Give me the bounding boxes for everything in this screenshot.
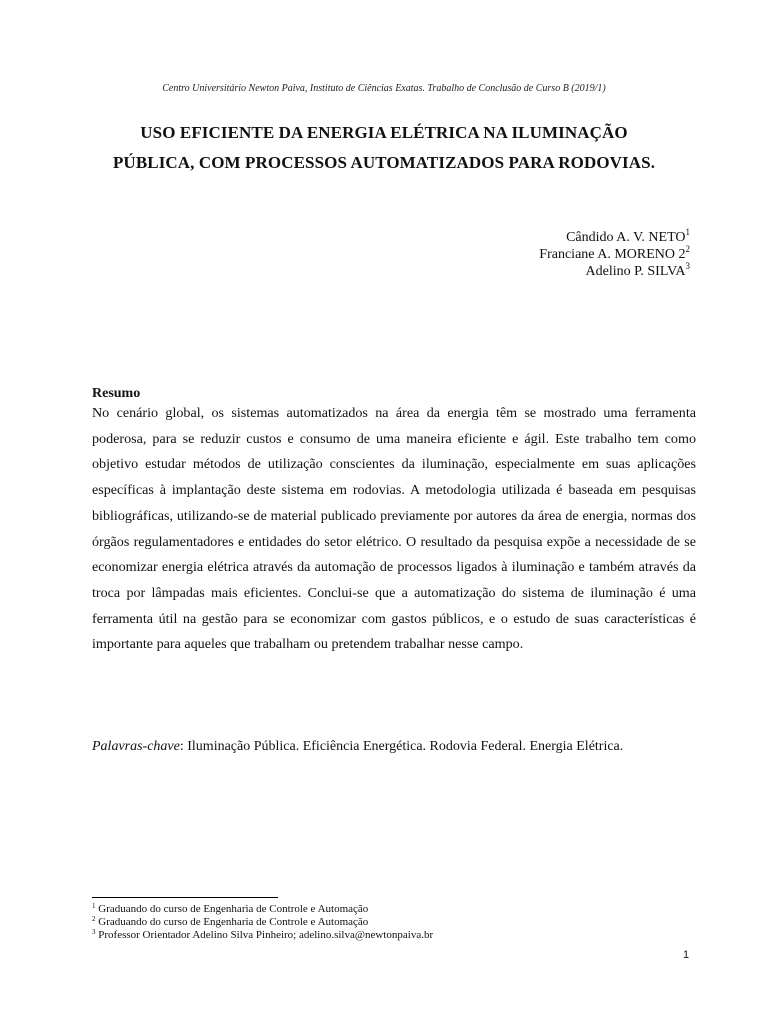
title-line-2: PÚBLICA, COM PROCESSOS AUTOMATIZADOS PARA RODOVIAS. — [112, 153, 656, 172]
author-name: Adelino P. SILVA — [585, 264, 686, 279]
footnote-2 — [92, 916, 692, 929]
author-footnote-mark: 1 — [685, 227, 690, 237]
footnote-mark: 3 — [92, 928, 96, 936]
abstract-body: No cenário global, os sistemas automatizados na área da energia têm se mostrado uma ferramenta poderosa, para se reduzir custos e consumo de uma maneira eficiente e ágil. Este trabalho tem como objetivo estudar métodos de utilização conscientes da iluminação, especialmente em suas aplicações específicas à implantação deste sistema em rodovias. A metodologia utilizada é baseada em pesquisas bibliográficas, utilizando-se de material publicado previamente por autores da área de energia, normas dos órgãos regulamentadores e entidades do setor elétrico. O resultado da pesquisa expõe a necessidade de se economizar energia elétrica através da automação de processos ligados à iluminação e também através da troca por lâmpadas mais eficientes. Conclui-se que a automatização do sistema de iluminação é uma ferramenta útil na gestão para se economizar com gastos públicos, e o estudo de suas características é importante para aqueles que trabalham ou pretendem trabalhar nesse campo. — [92, 405, 696, 653]
footnote-mark: 1 — [92, 902, 96, 910]
author-name: Cândido A. V. NETO — [566, 230, 686, 245]
footnote-divider — [92, 897, 278, 898]
footnote-text: Graduando do curso de Engenharia de Controle e Automação — [98, 916, 369, 928]
author-list — [539, 229, 690, 280]
footnote-text: Professor Orientador Adelino Silva Pinheiro; adelino.silva@newtonpaiva.br — [98, 929, 434, 941]
title-line-1: USO EFICIENTE DA ENERGIA ELÉTRICA NA ILUMINAÇÃO — [140, 123, 628, 142]
abstract-heading: Resumo — [92, 386, 141, 401]
keywords-text: : Iluminação Pública. Eficiência Energética. Rodovia Federal. Energia Elétrica. — [179, 739, 624, 754]
running-header: Centro Universitário Newton Paiva, Instituto de Ciências Exatas. Trabalho de Conclusão de Curso B (2019/1) — [162, 83, 606, 94]
author-footnote-mark: 2 — [685, 244, 690, 254]
footnotes — [92, 903, 692, 942]
author-2 — [539, 246, 690, 263]
keywords — [92, 739, 712, 755]
author-footnote-mark: 3 — [685, 261, 690, 271]
footnote-3 — [92, 929, 692, 942]
author-1 — [539, 229, 690, 246]
keywords-label: Palavras-chave — [92, 739, 180, 754]
footnote-text: Graduando do curso de Engenharia de Controle e Automação — [98, 903, 369, 915]
page-number: 1 — [683, 949, 690, 961]
author-3 — [539, 263, 690, 280]
footnote-mark: 2 — [92, 915, 96, 923]
paper-title — [60, 118, 708, 178]
footnote-1 — [92, 903, 692, 916]
author-name: Franciane A. MORENO 2 — [539, 247, 686, 262]
